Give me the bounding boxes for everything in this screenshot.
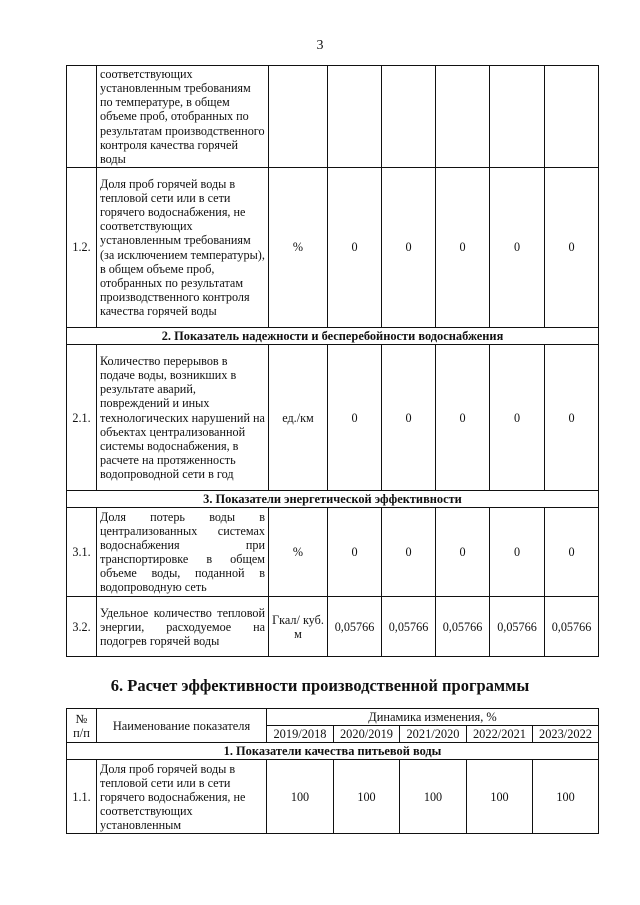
row-number: 3.2. [67, 597, 97, 657]
efficiency-table [66, 708, 599, 834]
value-cell: 100 [334, 760, 400, 834]
section-heading-drinking-water: 1. Показатели качества питьевой воды [67, 743, 599, 760]
indicator-name: Доля проб горячей воды в тепловой сети или в сети горячего водоснабжения, не соответствующих установленным требованиям (за исключением температуры), в общем объеме проб, отобранных по результатам производственного контроля качества горячей воды [97, 168, 269, 328]
value-cell: 0,05766 [328, 597, 382, 657]
value-cell: 0,05766 [436, 597, 490, 657]
value-cell: 0 [382, 168, 436, 328]
value-cell: 0 [545, 508, 599, 597]
section-6-title: 6. Расчет эффективности производственной программы [110, 676, 530, 695]
value-cell: 0,05766 [382, 597, 436, 657]
value-cell: 0 [382, 345, 436, 491]
table-row [67, 345, 599, 491]
value-cell: 0 [545, 168, 599, 328]
table-row [67, 760, 599, 834]
page-number: 3 [316, 38, 324, 53]
row-number: 3.1. [67, 508, 97, 597]
unit-cell: % [269, 508, 328, 597]
header-number: № п/п [67, 709, 97, 743]
value-cell: 0 [490, 345, 545, 491]
value-cell: 0 [490, 508, 545, 597]
header-year: 2022/2021 [467, 726, 533, 743]
value-cell: 0 [545, 345, 599, 491]
value-cell: 0 [382, 508, 436, 597]
header-year: 2021/2020 [400, 726, 467, 743]
value-cell: 100 [467, 760, 533, 834]
header-dynamics: Динамика изменения, % [267, 709, 599, 726]
header-indicator-name: Наименование показателя [97, 709, 267, 743]
table-row [67, 508, 599, 597]
section-heading-energy: 3. Показатели энергетической эффективности [67, 491, 599, 508]
section-row [67, 328, 599, 345]
table-row [67, 66, 599, 168]
indicator-name: соответствующих установленным требованиям по температуре, в общем объеме проб, отобранных по результатам производственного контроля качества горячей воды [97, 66, 269, 168]
value-cell: 0 [328, 168, 382, 328]
header-year: 2020/2019 [334, 726, 400, 743]
value-cell: 0 [436, 345, 490, 491]
row-number: 1.2. [67, 168, 97, 328]
section-row [67, 743, 599, 760]
unit-cell: Гкал/ куб. м [269, 597, 328, 657]
unit-cell: ед./км [269, 345, 328, 491]
value-cell: 0 [436, 508, 490, 597]
header-row [67, 709, 599, 726]
value-cell: 0,05766 [545, 597, 599, 657]
value-cell: 0 [328, 345, 382, 491]
indicator-name: Доля проб горячей воды в тепловой сети или в сети горячего водоснабжения, не соответствующих установленным [97, 760, 267, 834]
table-row [67, 597, 599, 657]
value-cell: 100 [400, 760, 467, 834]
header-year: 2019/2018 [267, 726, 334, 743]
value-cell: 100 [267, 760, 334, 834]
section-heading-reliability: 2. Показатель надежности и бесперебойности водоснабжения [67, 328, 599, 345]
value-cell: 0 [490, 168, 545, 328]
value-cell: 0 [328, 508, 382, 597]
row-number: 1.1. [67, 760, 97, 834]
section-row [67, 491, 599, 508]
indicator-name: Количество перерывов в подаче воды, возникших в результате аварий, повреждений и иных технологических нарушений на объектах централизованной системы водоснабжения, в расчете на протяженность водопроводной сети в год [97, 345, 269, 491]
row-number: 2.1. [67, 345, 97, 491]
value-cell: 0,05766 [490, 597, 545, 657]
value-cell: 100 [533, 760, 599, 834]
unit-cell: % [269, 168, 328, 328]
header-year: 2023/2022 [533, 726, 599, 743]
row-number [67, 66, 97, 168]
table-row [67, 168, 599, 328]
value-cell: 0 [436, 168, 490, 328]
indicator-name: Удельное количество тепловой энергии, расходуемое на подогрев горячей воды [97, 597, 269, 657]
indicators-table [66, 65, 599, 657]
indicator-name: Доля потерь воды в централизованных системах водоснабжения при транспортировке в общем объеме воды, поданной в водопроводную сеть [97, 508, 269, 597]
